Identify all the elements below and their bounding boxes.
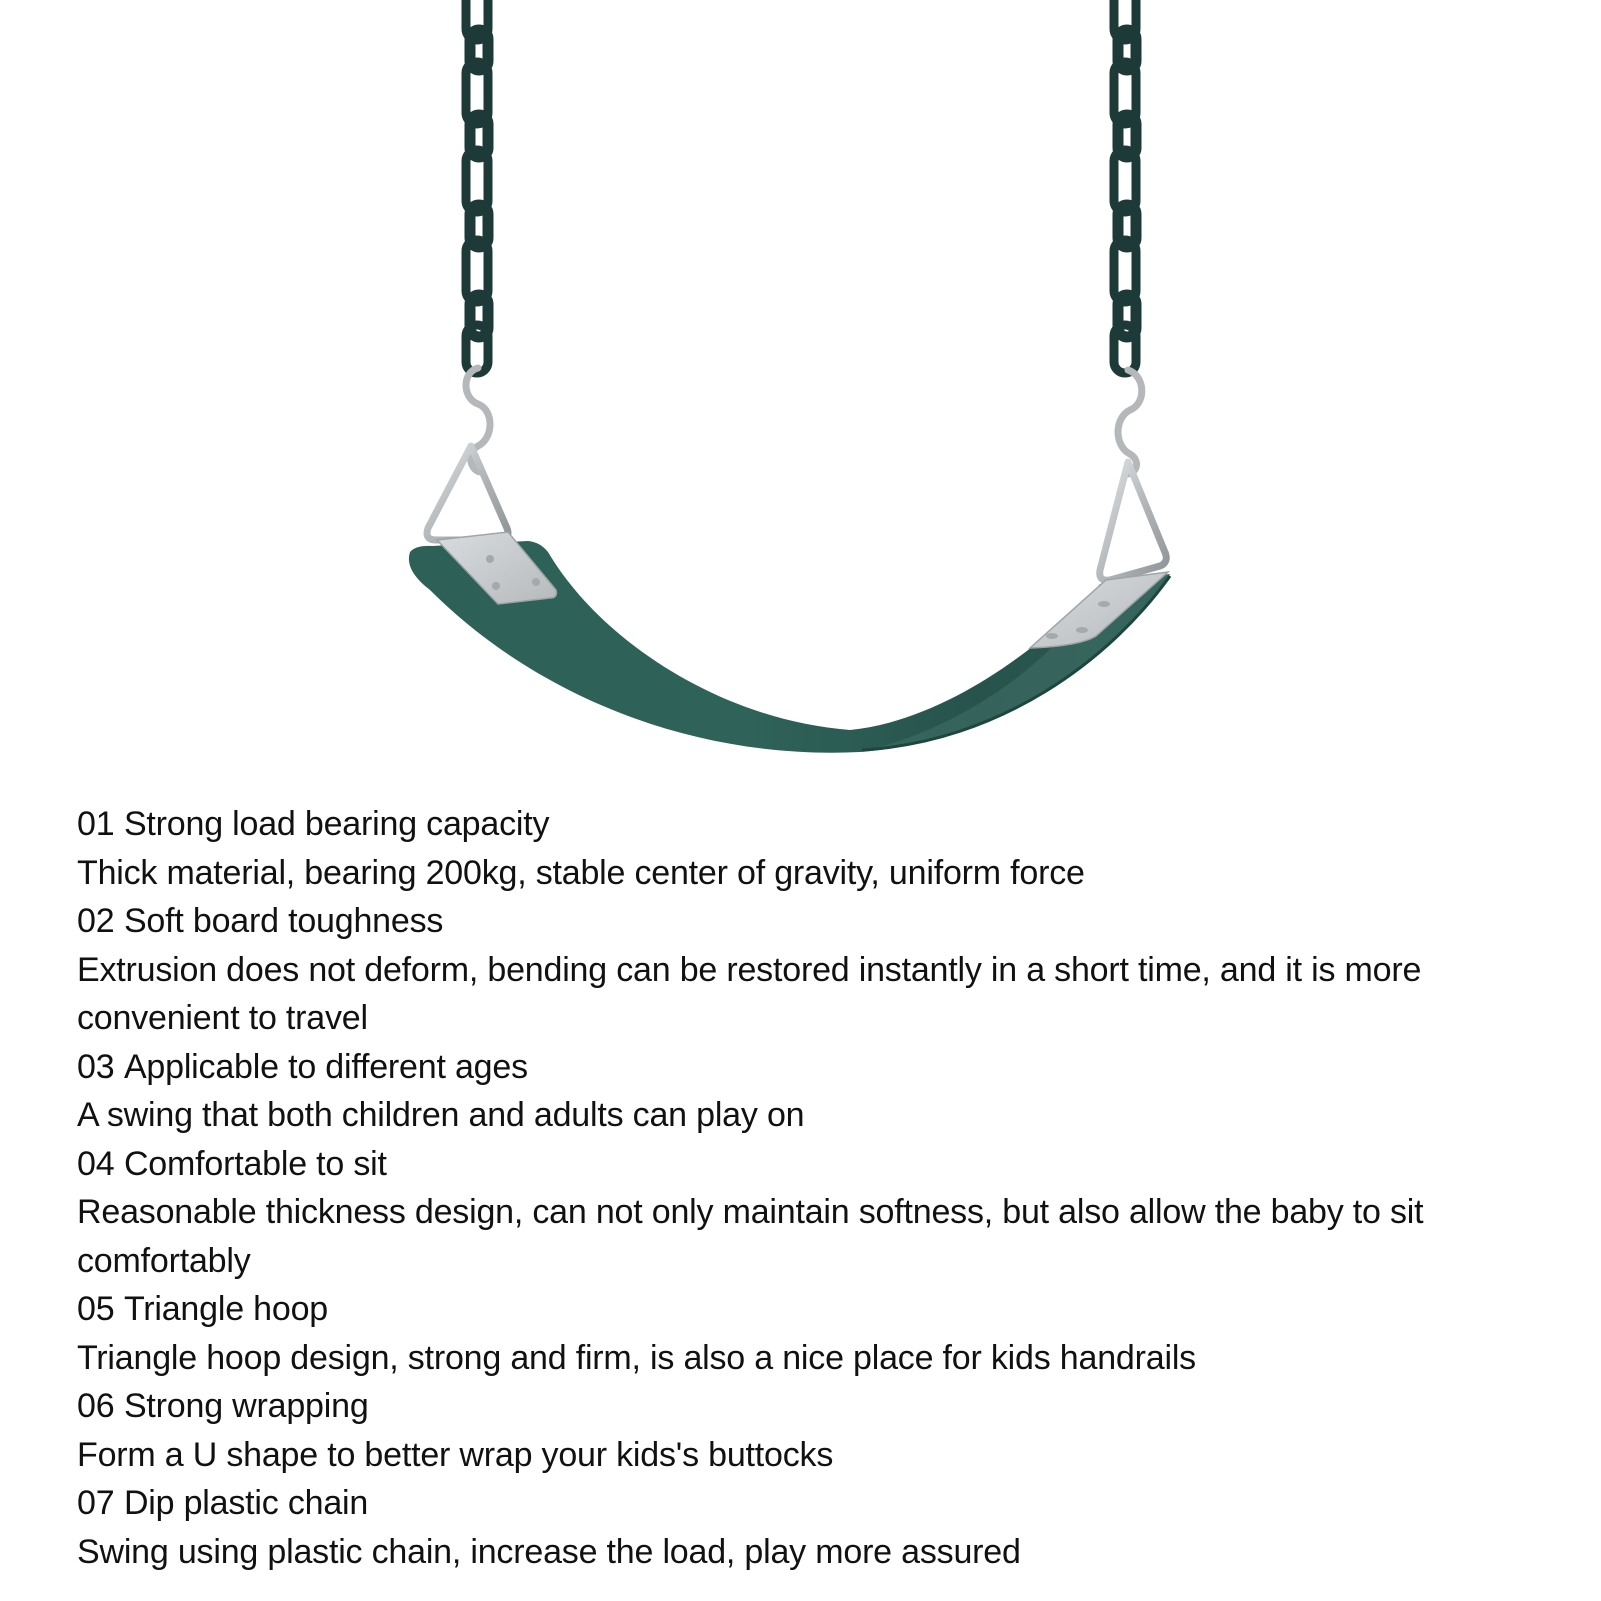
feature-description: Swing using plastic chain, increase the load, play more assured xyxy=(77,1532,1021,1571)
feature-number: 01 xyxy=(77,805,115,843)
feature-list xyxy=(77,800,1547,1576)
feature-title: Triangle hoop xyxy=(123,1290,328,1328)
feature-title: Comfortable to sit xyxy=(123,1144,387,1183)
feature-heading xyxy=(77,1140,1547,1189)
feature-title: Strong wrapping xyxy=(123,1387,369,1425)
feature-item xyxy=(77,1043,1547,1140)
feature-title: Strong load bearing capacity xyxy=(123,805,550,843)
feature-item xyxy=(77,1479,1547,1576)
feature-number: 05 xyxy=(77,1290,115,1328)
feature-description: Form a U shape to better wrap your kids's buttocks xyxy=(77,1435,834,1474)
feature-item xyxy=(77,1382,1547,1479)
left-triangle-hoop xyxy=(427,446,508,540)
feature-heading xyxy=(77,897,1547,946)
feature-heading xyxy=(77,1043,1547,1092)
right-triangle-hoop xyxy=(1100,462,1167,580)
feature-number: 04 xyxy=(77,1144,115,1183)
feature-item xyxy=(77,1140,1547,1286)
feature-description: A swing that both children and adults can play on xyxy=(77,1096,805,1134)
feature-description: Reasonable thickness design, can not only maintain softness, but also allow the baby to sit comfortably xyxy=(77,1193,1424,1280)
feature-heading xyxy=(77,1479,1547,1528)
feature-number: 02 xyxy=(77,902,115,940)
feature-title: Applicable to different ages xyxy=(123,1047,528,1086)
feature-item xyxy=(77,800,1547,897)
right-chain xyxy=(1114,0,1136,373)
feature-item xyxy=(77,1285,1547,1382)
feature-description: Thick material, bearing 200kg, stable center of gravity, uniform force xyxy=(77,853,1085,892)
feature-heading xyxy=(77,1382,1547,1431)
feature-heading xyxy=(77,1285,1547,1334)
left-chain xyxy=(466,0,488,373)
feature-description: Triangle hoop design, strong and firm, is also a nice place for kids handrails xyxy=(77,1338,1196,1377)
product-photo-swing xyxy=(0,0,1601,790)
right-s-hook xyxy=(1118,370,1142,474)
feature-title: Dip plastic chain xyxy=(123,1484,369,1522)
feature-description: Extrusion does not deform, bending can be restored instantly in a short time, and it is more convenient to travel xyxy=(77,950,1422,1037)
feature-title: Soft board toughness xyxy=(123,902,444,940)
feature-heading xyxy=(77,800,1547,849)
feature-item xyxy=(77,897,1547,1043)
feature-number: 06 xyxy=(77,1387,115,1425)
feature-number: 03 xyxy=(77,1047,115,1086)
feature-number: 07 xyxy=(77,1484,115,1522)
